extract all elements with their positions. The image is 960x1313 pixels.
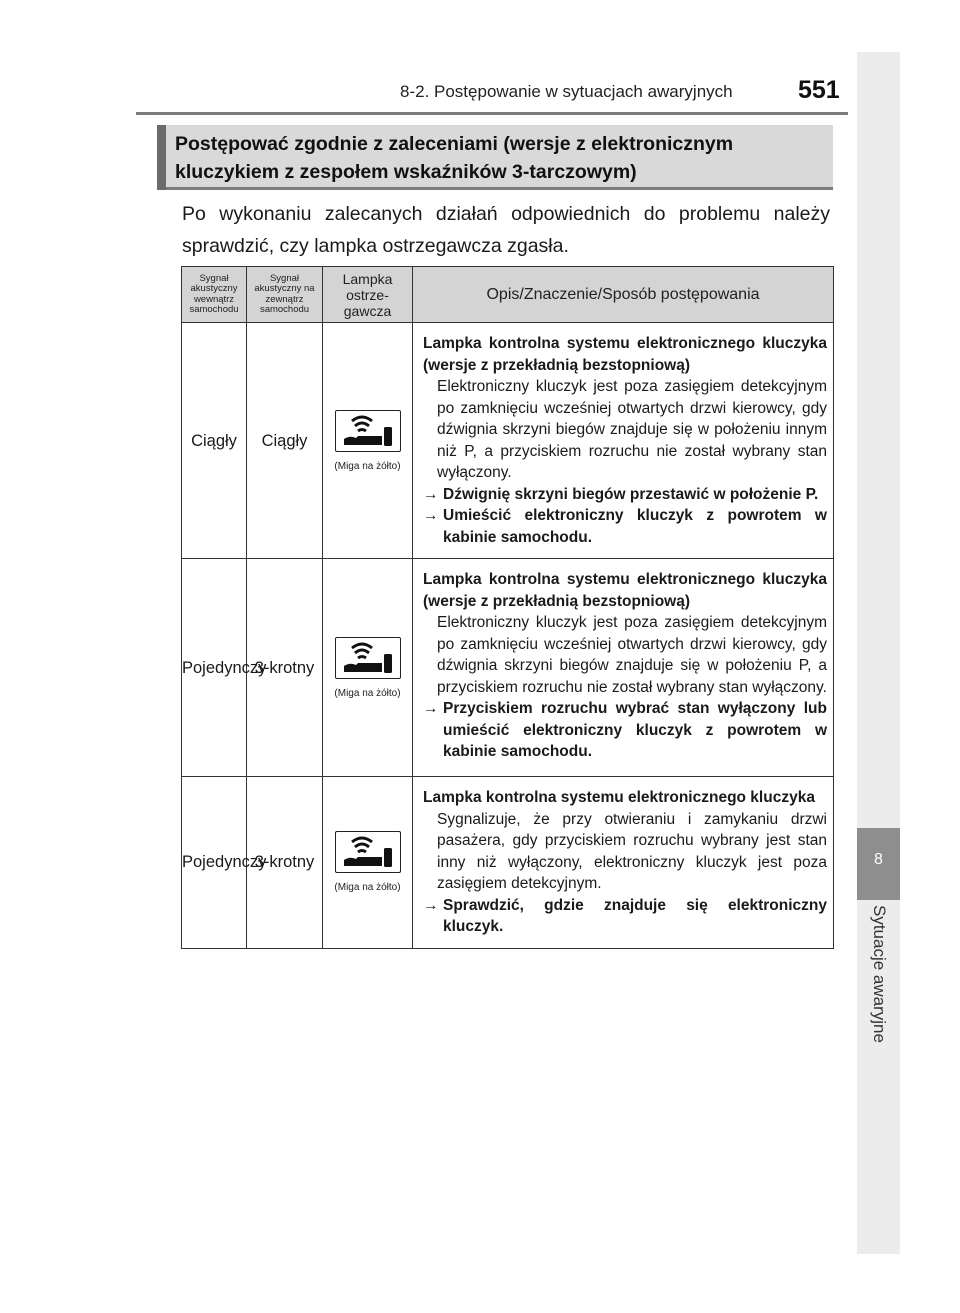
description-cell (413, 777, 834, 949)
electronic-key-warning-icon (335, 410, 401, 452)
arrow-icon: → (423, 896, 439, 914)
action-list (423, 895, 827, 938)
action-text: Sprawdzić, gdzie znajduje się elektroniczny kluczyk. (443, 896, 827, 935)
outside-signal-cell (247, 777, 323, 949)
inside-signal: Ciągły (191, 431, 237, 450)
inside-signal-cell (182, 777, 267, 949)
table-row (182, 323, 834, 559)
section-heading-bar (157, 125, 166, 190)
intro-paragraph: Po wykonaniu zalecanych działań odpowiednich do problemu należy sprawdzić, czy lampka ostrzegawcza zgasła. (182, 203, 830, 257)
action-item (423, 895, 827, 938)
table-row (182, 559, 834, 777)
description-cell (413, 559, 834, 777)
section-heading: Postępować zgodnie z zaleceniami (wersje z elektronicznym kluczykiem z zespołem wskaźników 3-tarczowym) (175, 133, 734, 183)
action-list (423, 698, 827, 763)
action-item (423, 698, 827, 763)
header-warning-lamp: Lampka ostrze-gawcza (323, 267, 413, 323)
description-title: Lampka kontrolna systemu elektronicznego kluczyka (wersje z przekładnią bezstopniową) (423, 571, 827, 610)
action-text: Przyciskiem rozruchu wybrać stan wyłączony lub umieścić elektroniczny kluczyk z powrotem w kabinie samochodu. (443, 700, 827, 760)
electronic-key-warning-icon (335, 831, 401, 873)
outside-signal-cell (247, 323, 323, 559)
inside-signal-cell (182, 559, 267, 777)
action-list (423, 484, 827, 549)
running-header-section: 8-2. Postępowanie w sytuacjach awaryjnych (400, 82, 733, 101)
arrow-icon: → (423, 485, 439, 503)
inside-signal: Pojedynczy (182, 853, 267, 872)
description-body: Elektroniczny kluczyk jest poza zasięgiem detekcyjnym po zamknięciu wcześniej otwartych drzwi kierowcy, gdy dźwignia skrzyni biegów znajduje się w położeniu innym niż P, a przyciskiem rozruchu nie został wybrany stan wyłączony. (437, 378, 827, 481)
header-inside-signal: Sygnał akustyczny wewnątrz samochodu (182, 267, 247, 323)
inside-signal-cell (182, 323, 247, 559)
description-title: Lampka kontrolna systemu elektronicznego kluczyka (423, 789, 815, 806)
chapter-label-text: Sytuacje awaryjne (870, 905, 889, 1043)
outside-signal: 3-krotny (254, 658, 315, 677)
action-item (423, 484, 827, 506)
chapter-label (858, 905, 900, 1125)
description-body: Sygnalizuje, że przy otwieraniu i zamykaniu drzwi pasażera, gdy przyciskiem rozruchu wybrany jest stan inny niż wyłączony, elektroniczny kluczyk jest poza zasięgiem detekcyjnym. (437, 810, 827, 892)
arrow-icon: → (423, 700, 439, 717)
header-description: Opis/Znaczenie/Sposób postępowania (413, 267, 834, 323)
header-outside-signal: Sygnał akustyczny na zewnątrz samochodu (247, 267, 323, 323)
warning-lamp-cell (323, 323, 413, 559)
warning-table (181, 266, 834, 949)
description-body: Elektroniczny kluczyk jest poza zasięgiem detekcyjnym po zamknięciu wcześniej otwartych drzwi kierowcy, gdy dźwignia skrzyni biegów znajduje się w położeniu P, a przyciskiem rozruchu nie został wybrany stan wyłączony. (437, 614, 827, 696)
outside-signal-cell (247, 559, 323, 777)
page-number: 551 (798, 76, 840, 104)
outside-signal: Ciągły (261, 431, 308, 450)
electronic-key-warning-icon (335, 637, 401, 679)
chapter-number: 8 (874, 851, 883, 868)
table-header-row (182, 267, 834, 323)
inside-signal: Pojedynczy (182, 658, 267, 677)
warning-lamp-cell (323, 559, 413, 777)
header-rule (136, 112, 848, 115)
table-row (182, 777, 834, 949)
warning-lamp-cell (323, 777, 413, 949)
lamp-note: (Miga na żółto) (334, 882, 401, 894)
action-text: Dźwignię skrzyni biegów przestawić w położenie P. (443, 485, 819, 503)
lamp-note: (Miga na żółto) (334, 687, 401, 699)
description-title: Lampka kontrolna systemu elektronicznego kluczyka (wersje z przekładnią bezstopniową) (423, 335, 827, 374)
outside-signal: 3-krotny (254, 853, 315, 872)
lamp-note: (Miga na żółto) (334, 460, 401, 472)
description-cell (413, 323, 834, 559)
arrow-icon: → (423, 507, 439, 524)
action-text: Umieścić elektroniczny kluczyk z powrotem w kabinie samochodu. (443, 507, 827, 546)
action-item (423, 505, 827, 548)
